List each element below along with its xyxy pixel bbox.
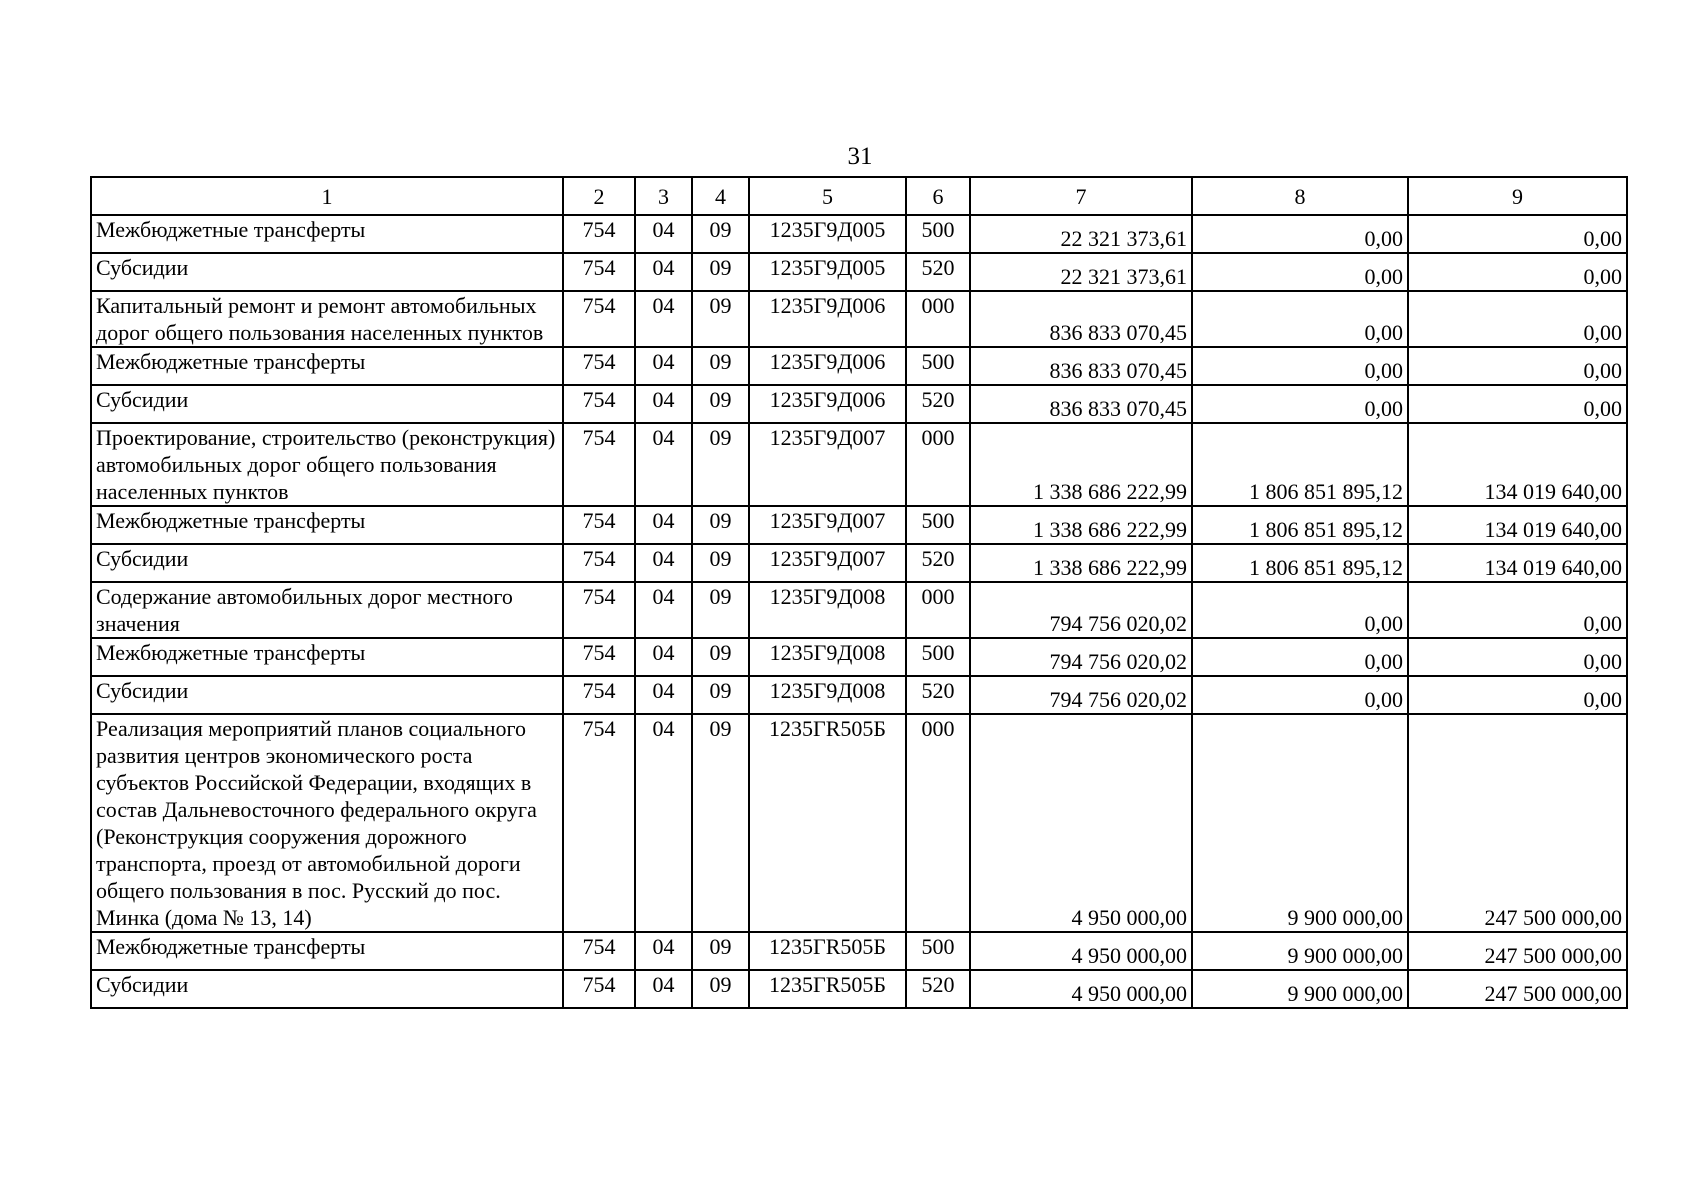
row-amount-8: 0,00 [1192, 385, 1408, 423]
column-header: 1 [91, 177, 563, 215]
row-pr: 09 [692, 347, 749, 385]
row-pr: 09 [692, 970, 749, 1008]
table-row [91, 291, 1627, 347]
row-amount-7: 1 338 686 222,99 [970, 506, 1192, 544]
row-gr: 754 [563, 970, 635, 1008]
row-vr: 500 [906, 638, 970, 676]
row-rz: 04 [635, 970, 692, 1008]
row-vr: 500 [906, 215, 970, 253]
row-csr: 1235Г9Д006 [749, 385, 906, 423]
row-name: Содержание автомобильных дорог местного значения [91, 582, 563, 638]
row-amount-9: 134 019 640,00 [1408, 544, 1627, 582]
row-amount-8: 0,00 [1192, 582, 1408, 638]
column-header: 8 [1192, 177, 1408, 215]
row-csr: 1235Г9Д007 [749, 544, 906, 582]
row-pr: 09 [692, 385, 749, 423]
row-amount-8: 9 900 000,00 [1192, 714, 1408, 932]
table-row [91, 506, 1627, 544]
column-header: 3 [635, 177, 692, 215]
row-name: Реализация мероприятий планов социального развития центров экономического роста субъектов Российской Федерации, входящих в состав Дальневосточного федерального округа (Реконструкция сооружения дорожного транспорта, проезд от автомобильной дороги общего пользования в пос. Русский до пос. Минка (дома № 13, 14) [91, 714, 563, 932]
row-amount-9: 0,00 [1408, 582, 1627, 638]
row-pr: 09 [692, 714, 749, 932]
row-amount-7: 1 338 686 222,99 [970, 423, 1192, 506]
row-rz: 04 [635, 932, 692, 970]
row-rz: 04 [635, 347, 692, 385]
row-rz: 04 [635, 506, 692, 544]
row-gr: 754 [563, 423, 635, 506]
row-gr: 754 [563, 347, 635, 385]
row-amount-8: 0,00 [1192, 676, 1408, 714]
table-row [91, 215, 1627, 253]
row-gr: 754 [563, 932, 635, 970]
table-row [91, 385, 1627, 423]
row-amount-7: 22 321 373,61 [970, 253, 1192, 291]
row-amount-7: 794 756 020,02 [970, 676, 1192, 714]
row-name: Капитальный ремонт и ремонт автомобильных дорог общего пользования населенных пунктов [91, 291, 563, 347]
row-amount-7: 4 950 000,00 [970, 932, 1192, 970]
column-header: 4 [692, 177, 749, 215]
row-rz: 04 [635, 423, 692, 506]
row-amount-8: 9 900 000,00 [1192, 970, 1408, 1008]
row-amount-9: 0,00 [1408, 253, 1627, 291]
row-name: Субсидии [91, 970, 563, 1008]
row-amount-8: 1 806 851 895,12 [1192, 544, 1408, 582]
row-vr: 000 [906, 582, 970, 638]
row-gr: 754 [563, 676, 635, 714]
row-amount-7: 4 950 000,00 [970, 970, 1192, 1008]
row-gr: 754 [563, 506, 635, 544]
row-amount-8: 1 806 851 895,12 [1192, 506, 1408, 544]
row-csr: 1235ГR505Б [749, 932, 906, 970]
row-amount-9: 0,00 [1408, 291, 1627, 347]
table-row [91, 253, 1627, 291]
row-csr: 1235Г9Д008 [749, 582, 906, 638]
row-csr: 1235Г9Д006 [749, 347, 906, 385]
column-header: 9 [1408, 177, 1627, 215]
row-amount-8: 0,00 [1192, 347, 1408, 385]
table-row [91, 582, 1627, 638]
row-amount-9: 0,00 [1408, 347, 1627, 385]
table-row [91, 714, 1627, 932]
table-row [91, 932, 1627, 970]
row-pr: 09 [692, 506, 749, 544]
row-vr: 520 [906, 253, 970, 291]
row-name: Межбюджетные трансферты [91, 932, 563, 970]
row-csr: 1235Г9Д008 [749, 676, 906, 714]
table-row [91, 347, 1627, 385]
page-number: 31 [847, 143, 873, 170]
row-amount-7: 794 756 020,02 [970, 582, 1192, 638]
row-vr: 500 [906, 932, 970, 970]
row-name: Межбюджетные трансферты [91, 506, 563, 544]
row-pr: 09 [692, 291, 749, 347]
row-amount-7: 794 756 020,02 [970, 638, 1192, 676]
row-pr: 09 [692, 932, 749, 970]
row-amount-7: 836 833 070,45 [970, 291, 1192, 347]
row-amount-9: 247 500 000,00 [1408, 932, 1627, 970]
row-amount-9: 0,00 [1408, 215, 1627, 253]
row-vr: 000 [906, 714, 970, 932]
row-amount-8: 9 900 000,00 [1192, 932, 1408, 970]
row-name: Субсидии [91, 253, 563, 291]
row-vr: 000 [906, 291, 970, 347]
row-gr: 754 [563, 638, 635, 676]
row-amount-8: 0,00 [1192, 253, 1408, 291]
row-amount-7: 4 950 000,00 [970, 714, 1192, 932]
table-body [91, 215, 1627, 1008]
row-amount-8: 0,00 [1192, 638, 1408, 676]
column-header: 5 [749, 177, 906, 215]
row-amount-9: 0,00 [1408, 676, 1627, 714]
table-row [91, 638, 1627, 676]
row-amount-8: 0,00 [1192, 291, 1408, 347]
row-gr: 754 [563, 253, 635, 291]
row-rz: 04 [635, 215, 692, 253]
row-amount-8: 1 806 851 895,12 [1192, 423, 1408, 506]
row-csr: 1235Г9Д005 [749, 215, 906, 253]
row-pr: 09 [692, 582, 749, 638]
row-pr: 09 [692, 215, 749, 253]
row-rz: 04 [635, 714, 692, 932]
row-pr: 09 [692, 638, 749, 676]
row-rz: 04 [635, 544, 692, 582]
row-rz: 04 [635, 291, 692, 347]
row-csr: 1235ГR505Б [749, 714, 906, 932]
budget-table [90, 176, 1628, 1009]
row-amount-9: 0,00 [1408, 385, 1627, 423]
row-name: Межбюджетные трансферты [91, 347, 563, 385]
row-rz: 04 [635, 676, 692, 714]
row-gr: 754 [563, 291, 635, 347]
row-csr: 1235Г9Д005 [749, 253, 906, 291]
row-rz: 04 [635, 582, 692, 638]
row-name: Субсидии [91, 385, 563, 423]
row-name: Субсидии [91, 676, 563, 714]
row-gr: 754 [563, 582, 635, 638]
row-amount-7: 1 338 686 222,99 [970, 544, 1192, 582]
row-vr: 520 [906, 970, 970, 1008]
row-amount-7: 836 833 070,45 [970, 347, 1192, 385]
row-vr: 500 [906, 506, 970, 544]
row-amount-9: 134 019 640,00 [1408, 506, 1627, 544]
column-header: 6 [906, 177, 970, 215]
row-vr: 520 [906, 544, 970, 582]
row-csr: 1235ГR505Б [749, 970, 906, 1008]
row-name: Межбюджетные трансферты [91, 215, 563, 253]
row-rz: 04 [635, 638, 692, 676]
row-pr: 09 [692, 544, 749, 582]
row-amount-9: 134 019 640,00 [1408, 423, 1627, 506]
row-amount-8: 0,00 [1192, 215, 1408, 253]
row-csr: 1235Г9Д007 [749, 506, 906, 544]
column-header: 7 [970, 177, 1192, 215]
row-name: Проектирование, строительство (реконструкция) автомобильных дорог общего пользования населенных пунктов [91, 423, 563, 506]
row-vr: 520 [906, 385, 970, 423]
row-gr: 754 [563, 215, 635, 253]
row-pr: 09 [692, 676, 749, 714]
table-row [91, 676, 1627, 714]
row-rz: 04 [635, 253, 692, 291]
row-vr: 520 [906, 676, 970, 714]
row-gr: 754 [563, 714, 635, 932]
row-pr: 09 [692, 423, 749, 506]
row-amount-9: 0,00 [1408, 638, 1627, 676]
row-amount-7: 836 833 070,45 [970, 385, 1192, 423]
row-pr: 09 [692, 253, 749, 291]
row-csr: 1235Г9Д007 [749, 423, 906, 506]
row-amount-9: 247 500 000,00 [1408, 714, 1627, 932]
row-csr: 1235Г9Д006 [749, 291, 906, 347]
row-amount-9: 247 500 000,00 [1408, 970, 1627, 1008]
row-amount-7: 22 321 373,61 [970, 215, 1192, 253]
row-rz: 04 [635, 385, 692, 423]
row-gr: 754 [563, 544, 635, 582]
column-header: 2 [563, 177, 635, 215]
row-name: Межбюджетные трансферты [91, 638, 563, 676]
header-row [91, 177, 1627, 215]
row-vr: 000 [906, 423, 970, 506]
row-csr: 1235Г9Д008 [749, 638, 906, 676]
table-row [91, 423, 1627, 506]
row-name: Субсидии [91, 544, 563, 582]
table-row [91, 544, 1627, 582]
table-row [91, 970, 1627, 1008]
row-vr: 500 [906, 347, 970, 385]
row-gr: 754 [563, 385, 635, 423]
